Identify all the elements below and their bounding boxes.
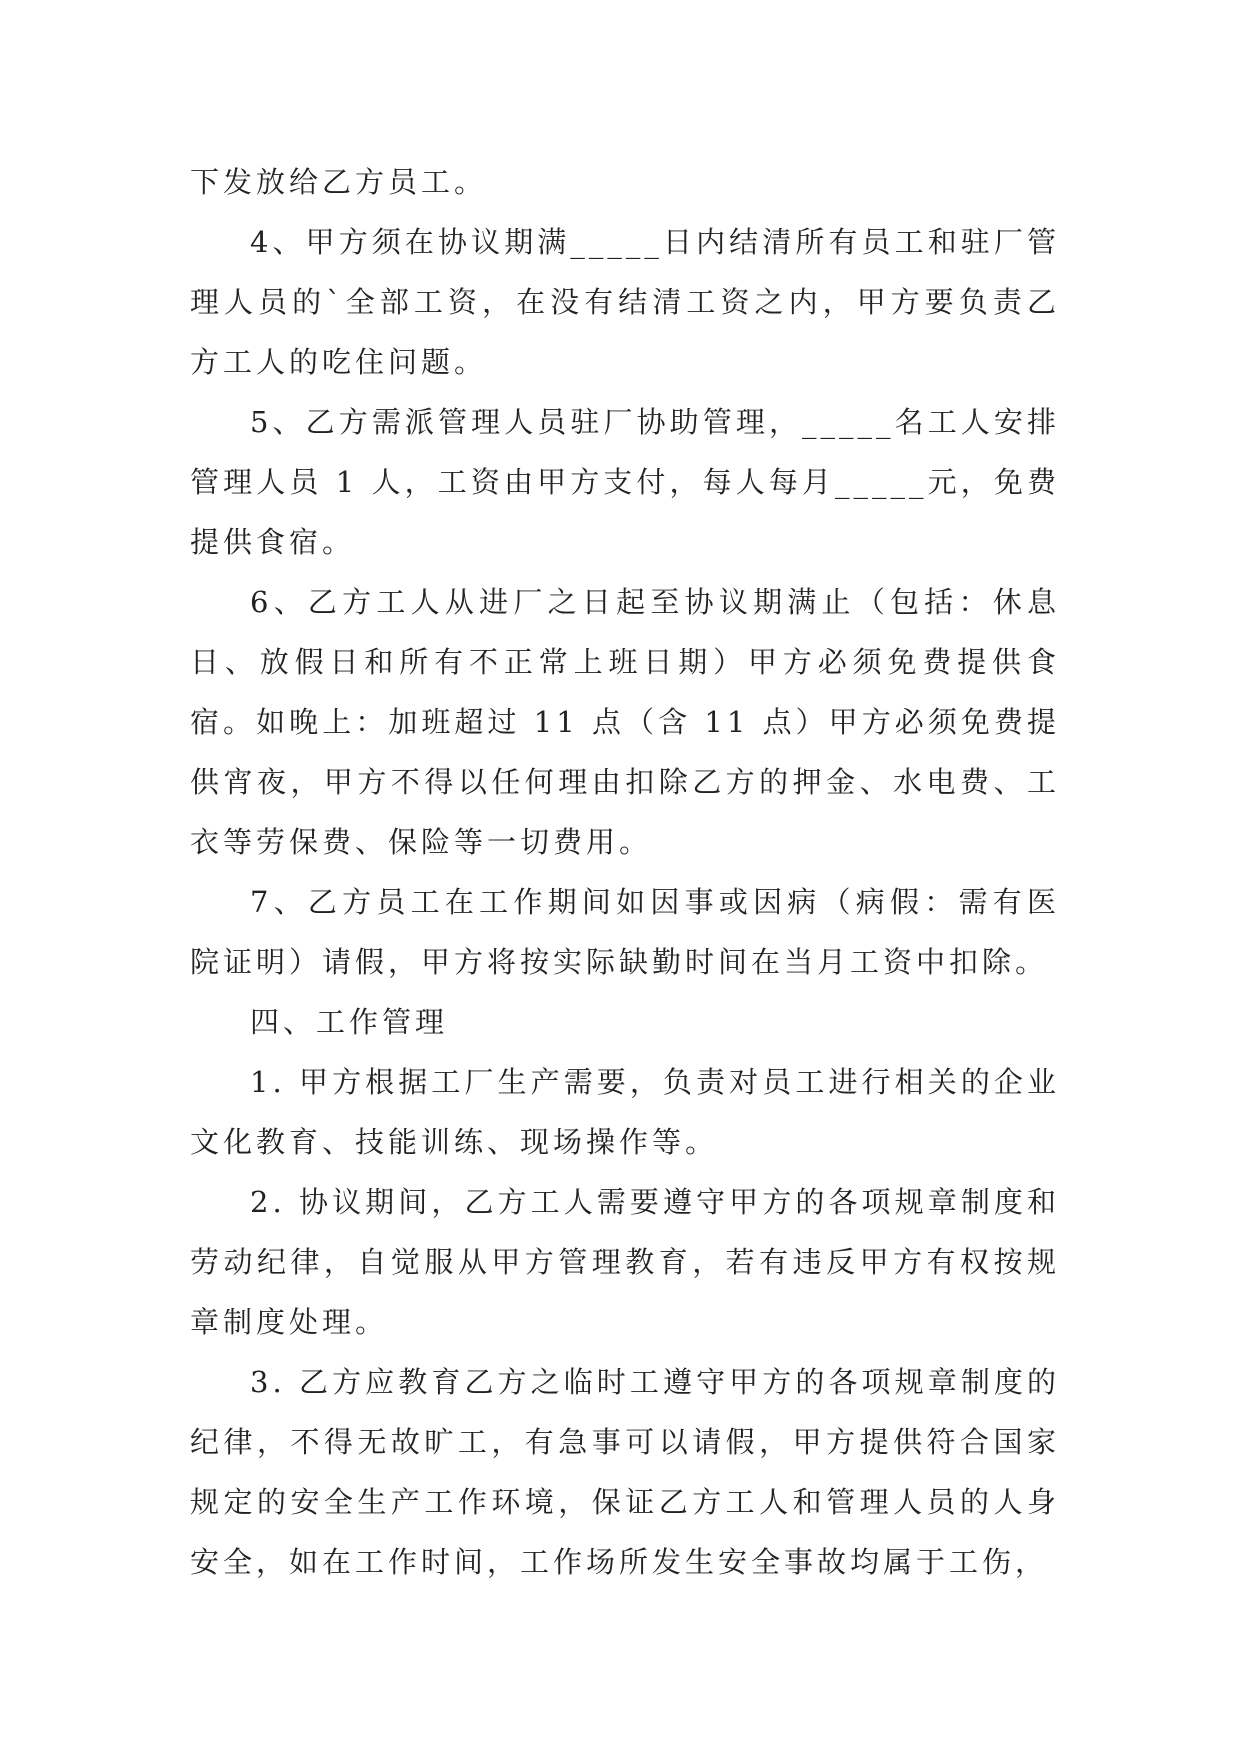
clause-7-paragraph: 7、乙方员工在工作期间如因事或因病（病假：需有医院证明）请假，甲方将按实际缺勤时间在当月工资中扣除。 (190, 885, 1060, 979)
management-item-3: 3. 乙方应教育乙方之临时工遵守甲方的各项规章制度的纪律，不得无故旷工，有急事可以请假，甲方提供符合国家规定的安全生产工作环境，保证乙方工人和管理人员的人身安全，如在工作时间，工作场所发生安全事故均属于工伤， (190, 1365, 1060, 1579)
management-item-2: 2. 协议期间，乙方工人需要遵守甲方的各项规章制度和劳动纪律，自觉服从甲方管理教育，若有违反甲方有权按规章制度处理。 (190, 1185, 1060, 1339)
clause-6-paragraph: 6、乙方工人从进厂之日起至协议期满止（包括：休息日、放假日和所有不正常上班日期）甲方必须免费提供食宿。如晚上：加班超过 11 点（含 11 点）甲方必须免费提供宵夜，甲方不得以任何理由扣除乙方的押金、水电费、工衣等劳保费、保险等一切费用。 (190, 585, 1060, 859)
paragraph-continuation: 下发放给乙方员工。 (190, 165, 488, 199)
clause-5-paragraph: 5、乙方需派管理人员驻厂协助管理，_____名工人安排管理人员 1 人，工资由甲方支付，每人每月_____元，免费提供食宿。 (190, 405, 1060, 559)
section-heading-work-management: 四、工作管理 (250, 1005, 449, 1039)
management-item-1: 1. 甲方根据工厂生产需要，负责对员工进行相关的企业文化教育、技能训练、现场操作等。 (190, 1065, 1060, 1159)
clause-4-paragraph: 4、甲方须在协议期满_____日内结清所有员工和驻厂管理人员的`全部工资，在没有结清工资之内，甲方要负责乙方工人的吃住问题。 (190, 225, 1060, 379)
document-body (190, 152, 1060, 1592)
